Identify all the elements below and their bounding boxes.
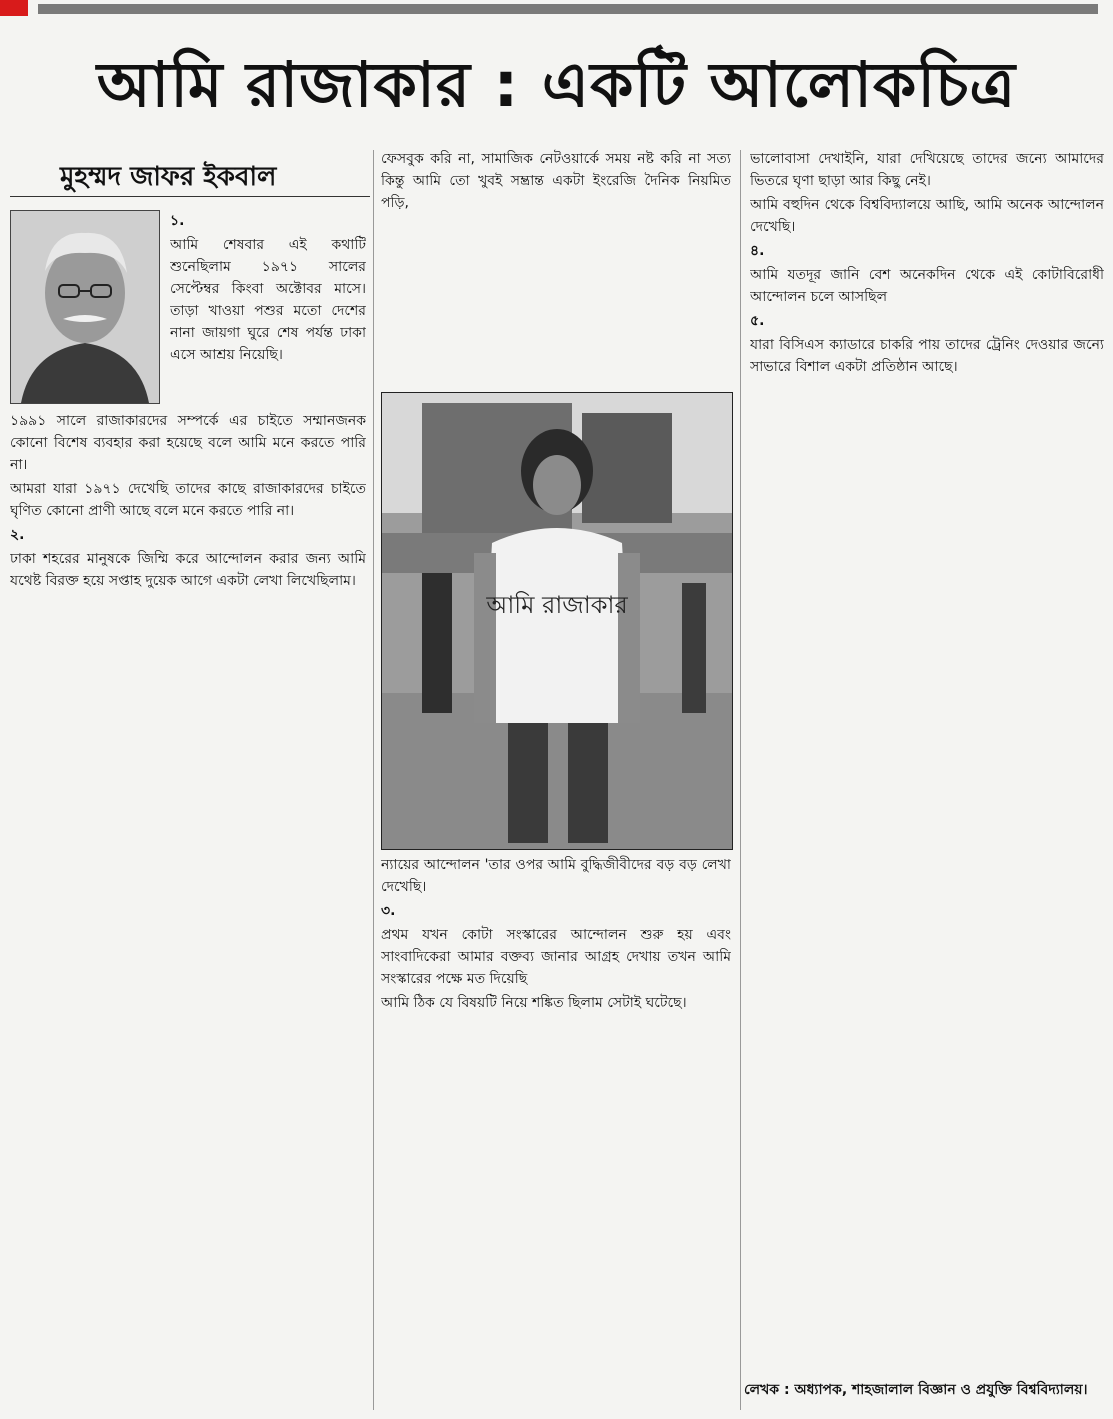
column-1-top: [170, 210, 366, 400]
red-accent-block: [0, 0, 28, 16]
column-2-paragraph-3: প্রথম যখন কোটা সংস্কারের আন্দোলন শুরু হয় এবং সাংবাদিকেরা আমার বক্তব্য জানার আগ্রহ দেখায় তখন আমি সংস্কারের পক্ষে মত দিয়েছি: [381, 927, 731, 987]
column-3-paragraph-2: আমি বহুদিন থেকে বিশ্ববিদ্যালয়ে আছি, আমি অনেক আন্দোলন দেখেছি।: [750, 197, 1104, 235]
column-3-paragraph-3: আমি যতদূর জানি বেশ অনেকদিন থেকে এই কোটাবিরোধী আন্দোলন চলে আসছিল: [750, 267, 1104, 305]
byline-rule: [10, 196, 370, 197]
column-2-body: [381, 854, 731, 1374]
section-number-1: ১.: [170, 213, 185, 229]
column-1-paragraph-2: ১৯৯১ সালে রাজাকারদের সম্পর্কে এর চাইতে সম্মানজনক কোনো বিশেষ ব্যবহার করা হয়েছে বলে আমি মনে করতে পারি না।: [10, 413, 366, 473]
column-3-paragraph-1: ভালোবাসা দেখাইনি, যারা দেখিয়েছে তাদের জন্যে আমাদের ভিতরে ঘৃণা ছাড়া আর কিছু নেই।: [750, 151, 1104, 189]
column-3-paragraph-4: যারা বিসিএস ক্যাডারে চাকরি পায় তাদের ট্রেনিং দেওয়ার জন্যে সাভারে বিশাল একটা প্রতিষ্ঠান আছে।: [750, 337, 1104, 375]
column-1-paragraph-3: আমরা যারা ১৯৭১ দেখেছি তাদের কাছে রাজাকারদের চাইতে ঘৃণিত কোনো প্রাণী আছে বলে মনে করতে পারি না।: [10, 481, 366, 519]
column-1-body: [10, 410, 366, 1370]
column-divider-2: [740, 150, 741, 1410]
column-2-paragraph-4: আমি ঠিক যে বিষয়টি নিয়ে শঙ্কিত ছিলাম সেটাই ঘটেছে।: [381, 995, 687, 1011]
column-1-paragraph-4: ঢাকা শহরের মানুষকে জিম্মি করে আন্দোলন করার জন্য আমি যথেষ্ট বিরক্ত হয়ে সপ্তাহ দুয়েক আগে একটা লেখা লিখেছিলাম।: [10, 551, 366, 589]
column-2-top: [381, 148, 731, 384]
column-divider-1: [373, 150, 374, 1410]
column-2-paragraph-1: ফেসবুক করি না, সামাজিক নেটওয়ার্কে সময় নষ্ট করি না সত্য কিন্তু আমি তো খুবই সম্ভ্রান্ত একটা ইংরেজি দৈনিক নিয়মিত পড়ি,: [381, 151, 731, 211]
column-3-body: [750, 148, 1104, 1370]
section-number-2: ২.: [10, 527, 25, 543]
shirt-text: আমি রাজাকার: [486, 591, 628, 619]
section-number-4: ৪.: [750, 243, 765, 259]
section-number-5: ৫.: [750, 313, 765, 329]
student-photo: [381, 392, 733, 850]
top-color-bar: [0, 0, 1113, 16]
byline: মুহম্মদ জাফর ইকবাল: [60, 162, 277, 192]
author-portrait: [10, 210, 160, 404]
grey-rule-bar: [38, 4, 1098, 14]
headline: আমি রাজাকার : একটি আলোকচিত্র: [96, 48, 1017, 121]
author-credit: লেখক : অধ্যাপক, শাহজালাল বিজ্ঞান ও প্রযুক্তি বিশ্ববিদ্যালয়।: [744, 1382, 1088, 1398]
column-2-paragraph-2: ন্যায়ের আন্দোলন 'তার ওপর আমি বুদ্ধিজীবীদের বড় বড় লেখা দেখেছি।: [381, 857, 731, 895]
column-1-paragraph-1: আমি শেষবার এই কথাটি শুনেছিলাম ১৯৭১ সালের সেপ্টেম্বর কিংবা অক্টোবর মাসে। তাড়া খাওয়া পশুর মতো দেশের নানা জায়গা ঘুরে শেষ পর্যন্ত ঢাকা এসে আশ্রয় নিয়েছি।: [170, 237, 366, 363]
section-number-3: ৩.: [381, 903, 396, 919]
